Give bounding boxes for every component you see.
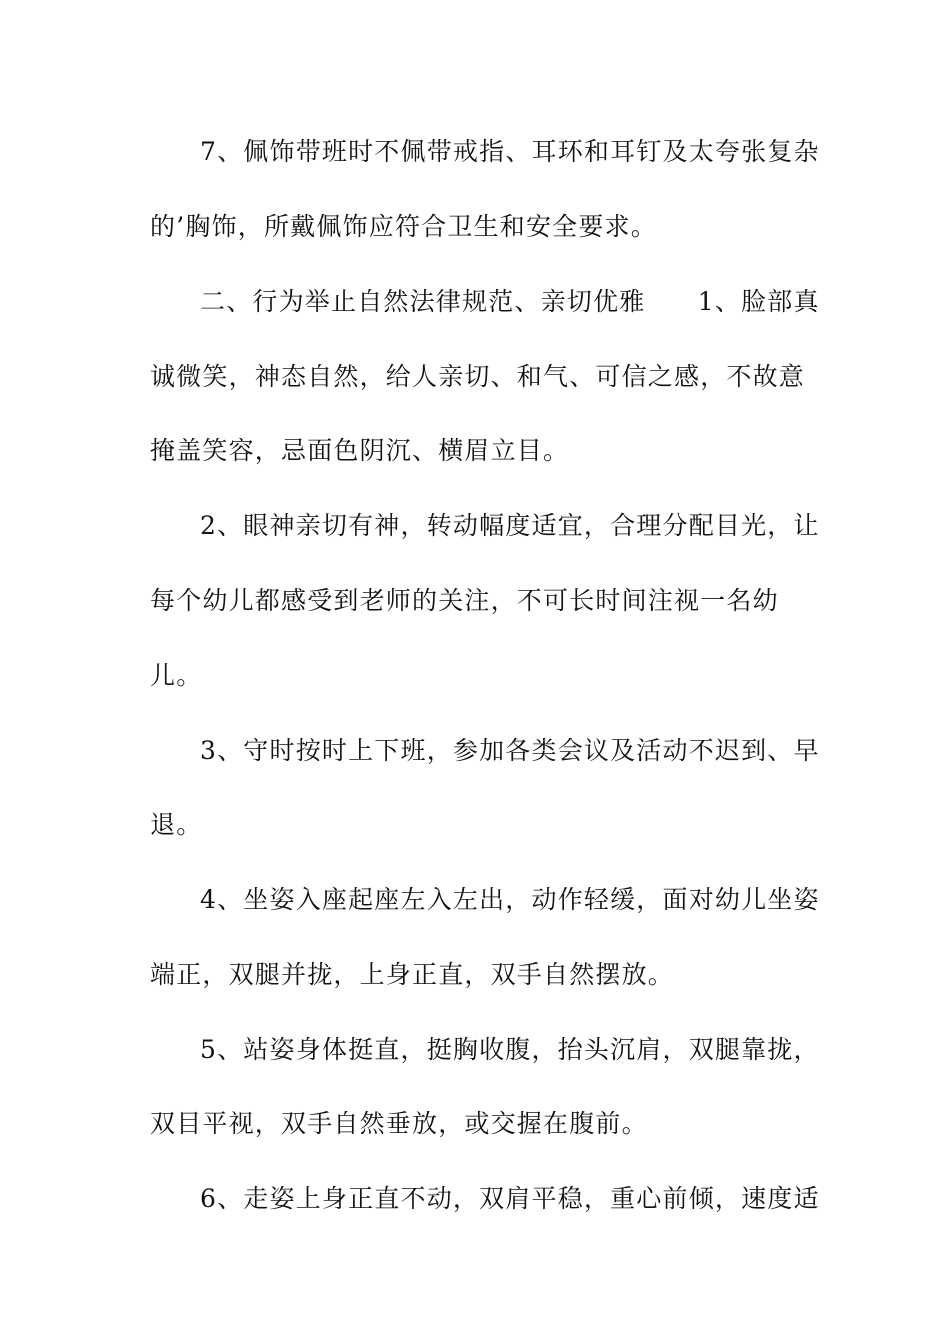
text-line: 儿。: [150, 661, 203, 690]
text-line: 诚微笑，神态自然，给人亲切、和气、可信之感，不故意: [150, 362, 806, 391]
text-line: 6、走姿上身正直不动，双肩平稳，重心前倾，速度适: [200, 1184, 820, 1213]
text-line: 3、守时按时上下班，参加各类会议及活动不迟到、早: [200, 736, 820, 765]
text-line: 的’胸饰，所戴佩饰应符合卫生和安全要求。: [150, 212, 657, 241]
text-line: 4、坐姿入座起座左入左出，动作轻缓，面对幼儿坐姿: [200, 885, 820, 914]
text-line: 每个幼儿都感受到老师的关注，不可长时间注视一名幼: [150, 586, 779, 615]
text-line: 退。: [150, 810, 203, 839]
text-line: 2、眼神亲切有神，转动幅度适宜，合理分配目光，让: [200, 511, 820, 540]
text-line: 双目平视，双手自然垂放，或交握在腹前。: [150, 1109, 648, 1138]
text-line: 5、站姿身体挺直，挺胸收腹，抬头沉肩，双腿靠拢，: [200, 1035, 820, 1064]
text-line: 掩盖笑容，忌面色阴沉、横眉立目。: [150, 436, 570, 465]
text-line: 二、行为举止自然法律规范、亲切优雅 1、脸部真: [200, 287, 820, 316]
text-line: 端正，双腿并拢，上身正直，双手自然摆放。: [150, 960, 675, 989]
text-line: 7、佩饰带班时不佩带戒指、耳环和耳钉及太夸张复杂: [200, 137, 820, 166]
